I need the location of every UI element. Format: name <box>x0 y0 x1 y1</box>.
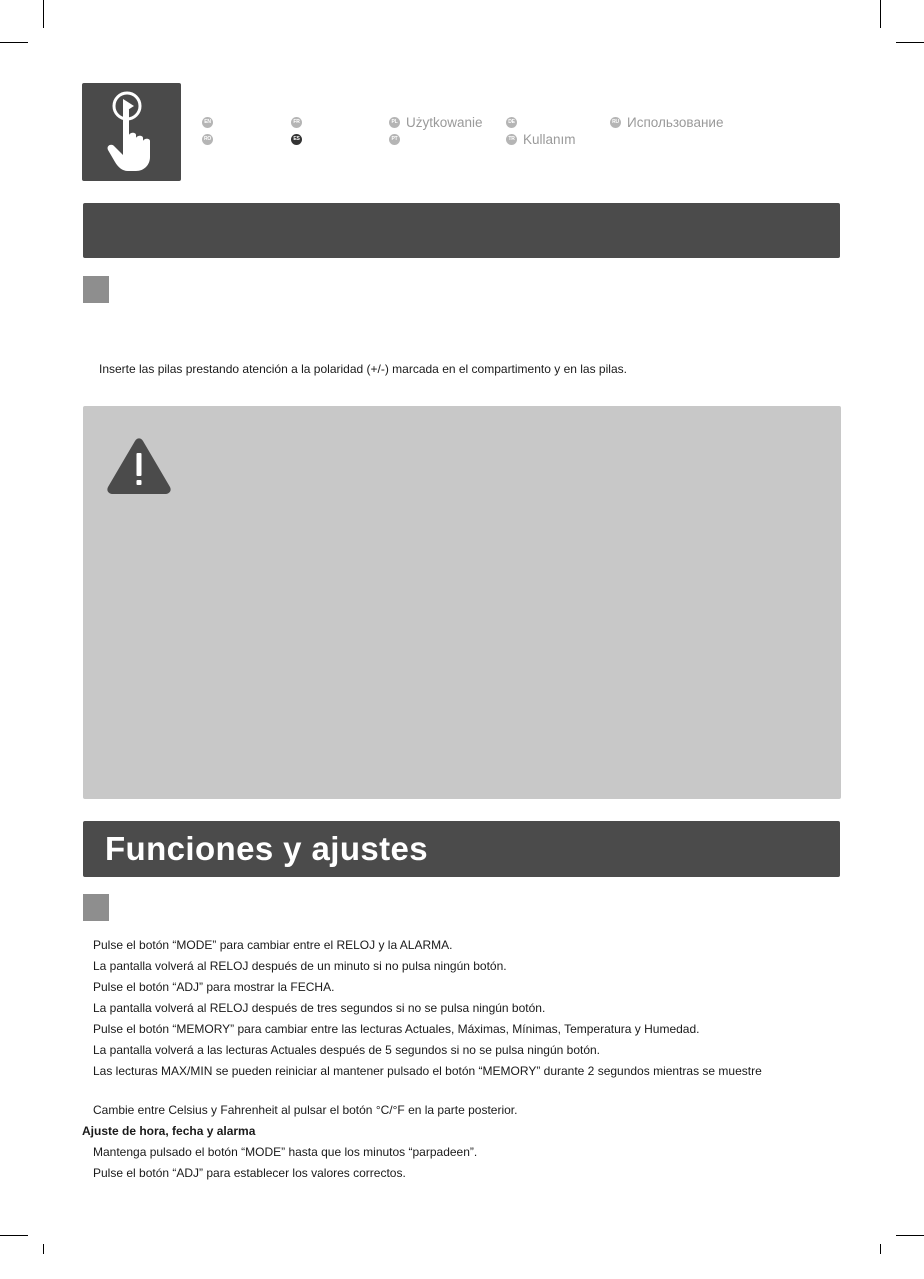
lang-badge: EN <box>202 117 213 128</box>
subsection-marker <box>83 894 109 921</box>
crop-mark <box>43 0 44 28</box>
lang-badge: PL <box>389 117 400 128</box>
instruction-line: Pulse el botón “MEMORY” para cambiar entre las lecturas Actuales, Máximas, Mínimas, Temperatura y Humedad. <box>93 1022 700 1036</box>
instruction-line: Mantenga pulsado el botón “MODE” hasta que los minutos “parpadeen”. <box>93 1145 478 1159</box>
lang-ro[interactable] <box>202 131 219 147</box>
subsection-marker <box>83 276 109 303</box>
crop-mark <box>0 42 28 43</box>
lang-label: Użytkowanie <box>406 114 483 130</box>
crop-mark <box>880 0 881 28</box>
lang-badge: DE <box>506 117 517 128</box>
lang-en[interactable] <box>202 114 219 130</box>
warning-box <box>83 406 841 799</box>
section-header-bar <box>83 821 840 877</box>
lang-es[interactable] <box>291 131 308 147</box>
lang-badge: PT <box>389 134 400 145</box>
instruction-line: La pantalla volverá a las lecturas Actuales después de 5 segundos si no se pulsa ningún botón. <box>93 1043 601 1057</box>
lang-de[interactable] <box>506 114 523 130</box>
lang-badge: RU <box>610 117 621 128</box>
instruction-line: La pantalla volverá al RELOJ después de un minuto si no pulsa ningún botón. <box>93 959 507 973</box>
crop-mark <box>0 1235 28 1236</box>
instruction-line: Pulse el botón “ADJ” para mostrar la FECHA. <box>93 980 335 994</box>
lang-pt[interactable] <box>389 131 406 147</box>
crop-mark <box>896 42 924 43</box>
lang-fr[interactable] <box>291 114 308 130</box>
usage-icon-block <box>82 83 181 181</box>
battery-instruction: Inserte las pilas prestando atención a la polaridad (+/-) marcada en el compartimento y en las pilas. <box>99 362 627 376</box>
instruction-line: Pulse el botón “ADJ” para establecer los valores correctos. <box>93 1166 406 1180</box>
lang-badge: TR <box>506 134 517 145</box>
lang-tr[interactable] <box>506 131 576 147</box>
hand-tap-icon <box>82 83 181 181</box>
lang-badge-active: ES <box>291 134 302 145</box>
lang-ru[interactable] <box>610 114 723 130</box>
section-header-bar <box>83 203 840 258</box>
lang-pl[interactable] <box>389 114 483 130</box>
crop-mark <box>880 1244 881 1254</box>
lang-badge: FR <box>291 117 302 128</box>
instruction-line: Las lecturas MAX/MIN se pueden reiniciar al mantener pulsado el botón “MEMORY” durante 2 segundos mientras se muestre <box>93 1064 762 1078</box>
instruction-line: La pantalla volverá al RELOJ después de tres segundos si no se pulsa ningún botón. <box>93 1001 546 1015</box>
crop-mark <box>896 1235 924 1236</box>
instruction-line: Cambie entre Celsius y Fahrenheit al pulsar el botón °C/°F en la parte posterior. <box>93 1103 518 1117</box>
section-title: Funciones y ajustes <box>105 830 429 867</box>
instruction-line: Pulse el botón “MODE” para cambiar entre el RELOJ y la ALARMA. <box>93 938 453 952</box>
crop-mark <box>43 1244 44 1254</box>
lang-label: Kullanım <box>523 131 576 147</box>
lang-badge: RO <box>202 134 213 145</box>
subheading: Ajuste de hora, fecha y alarma <box>82 1124 256 1138</box>
warning-icon <box>106 437 172 495</box>
lang-label: Использование <box>627 114 724 130</box>
